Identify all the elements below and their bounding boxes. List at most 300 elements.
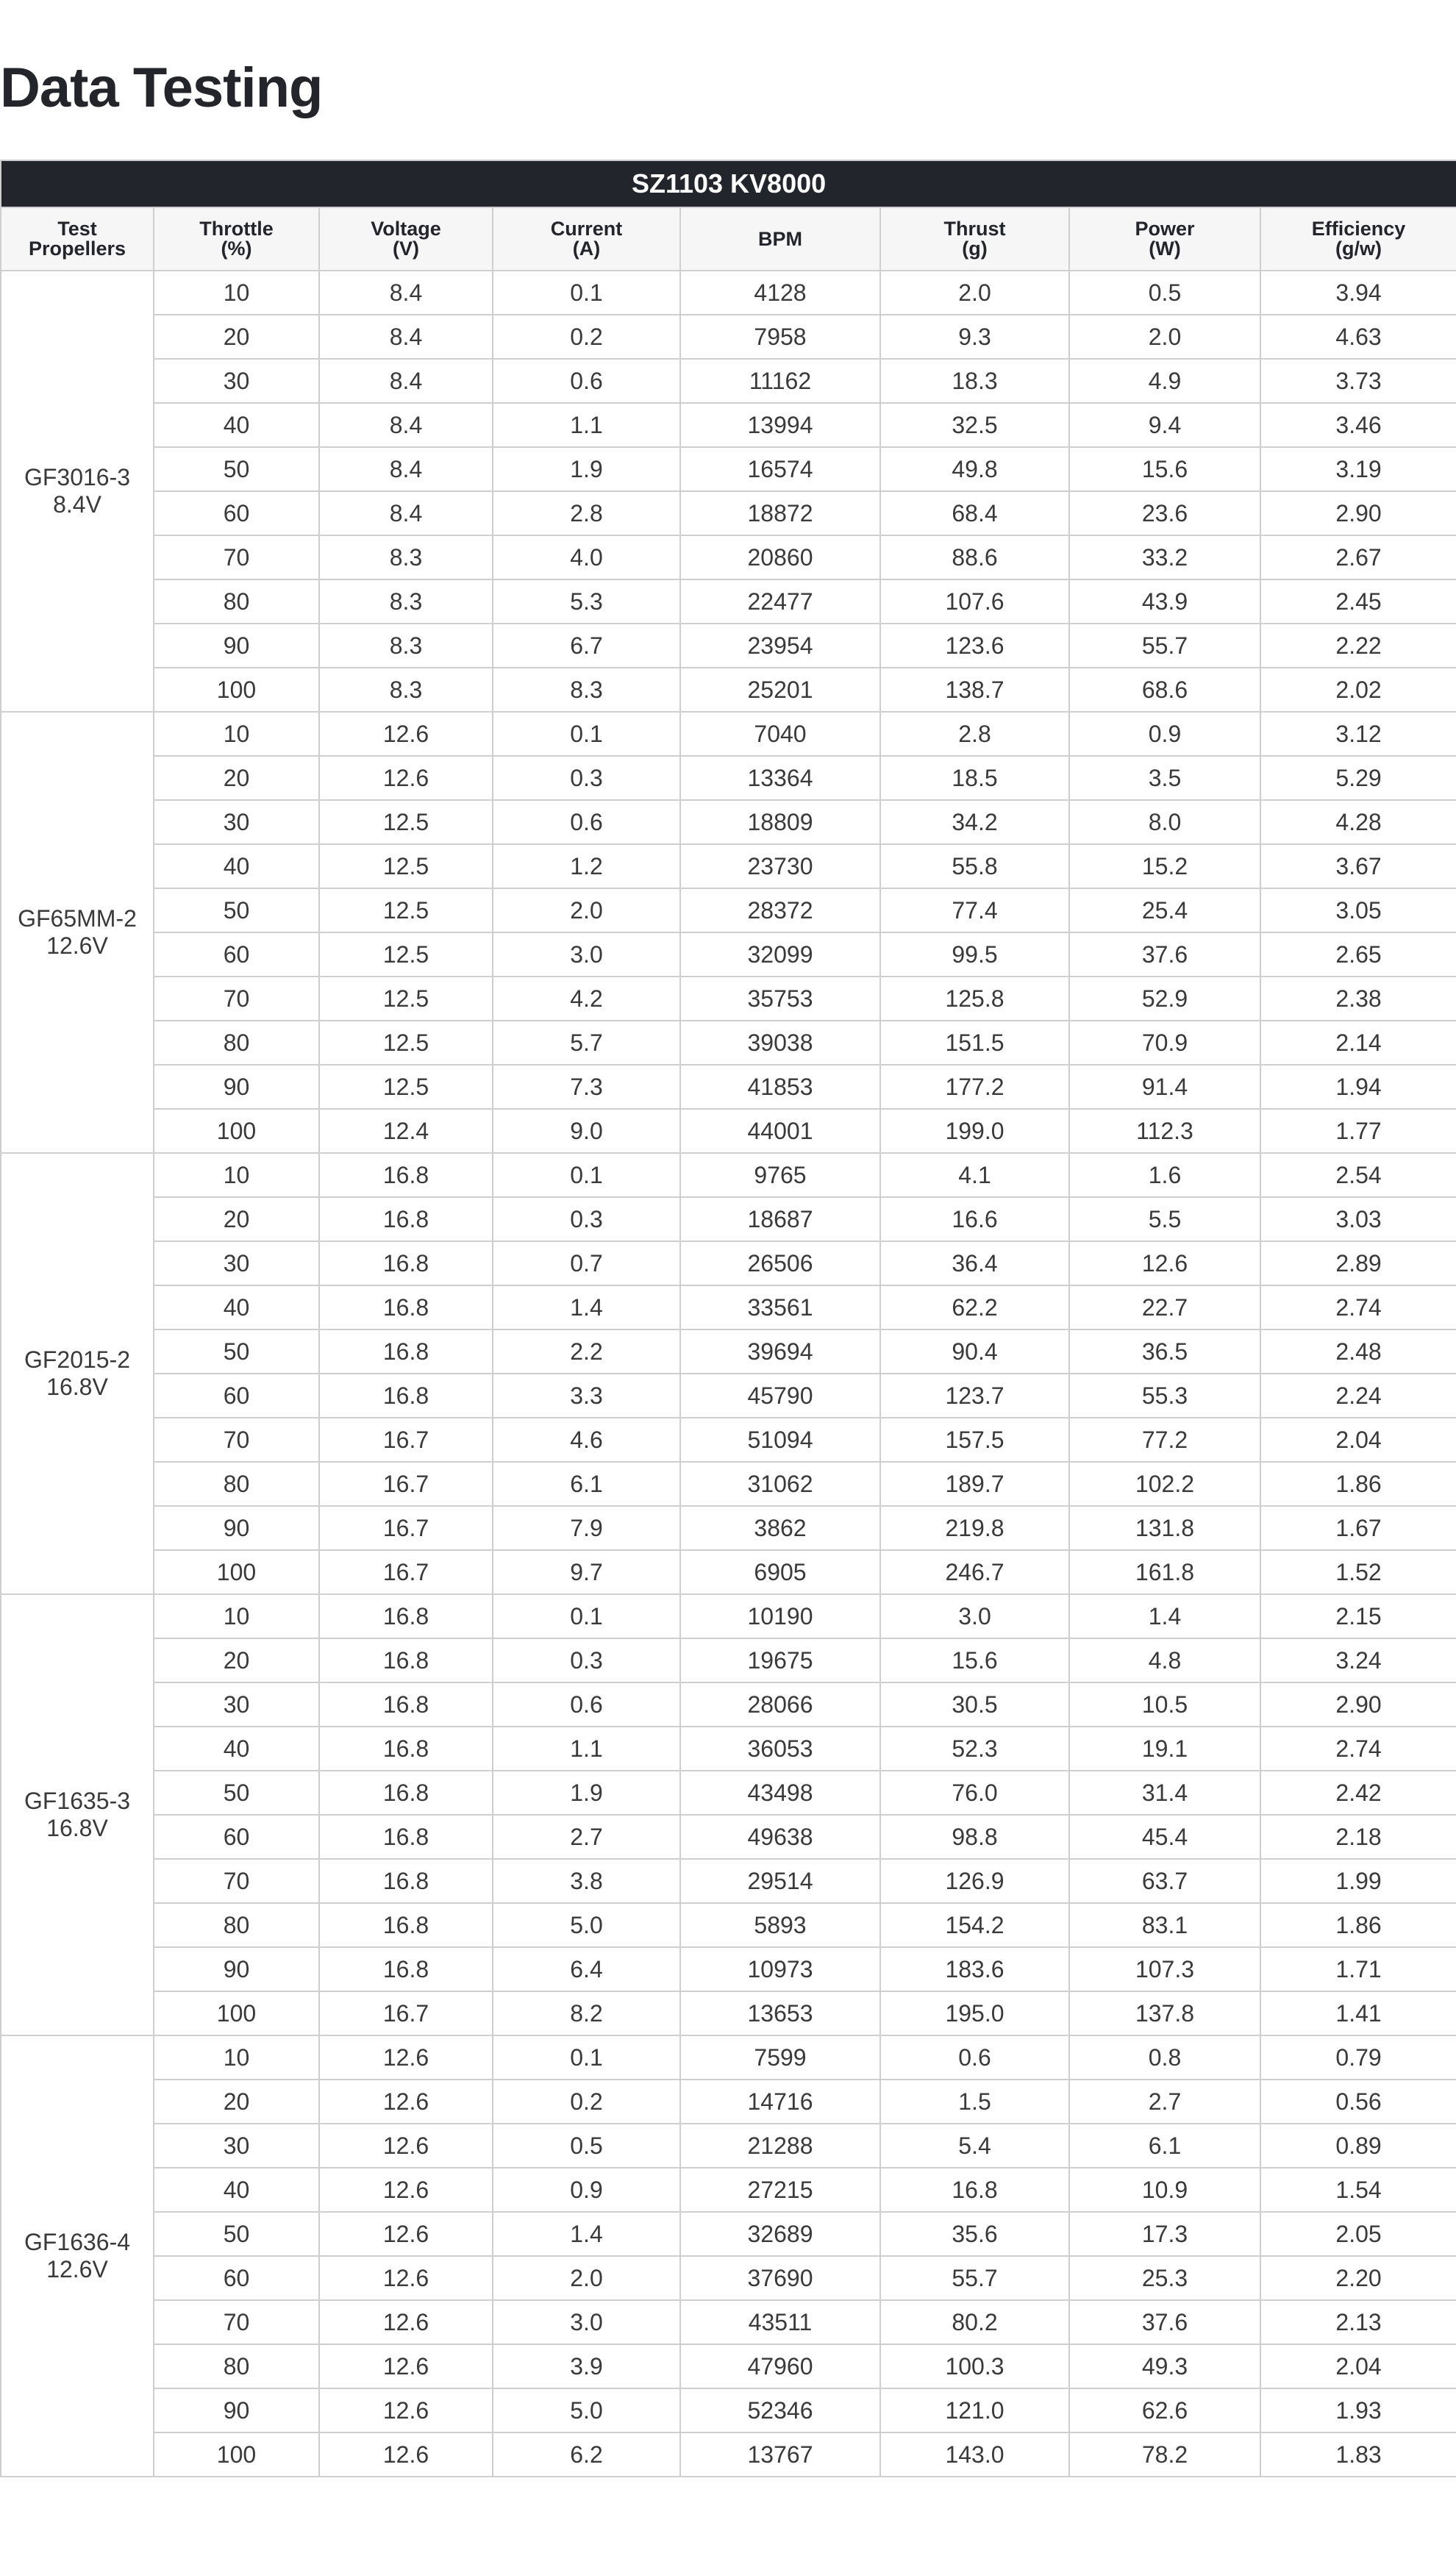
cell-throttle: 40	[154, 844, 319, 888]
cell-throttle: 50	[154, 1771, 319, 1815]
cell-voltage: 12.4	[319, 1109, 493, 1153]
cell-efficiency: 3.03	[1260, 1197, 1456, 1241]
cell-efficiency: 2.67	[1260, 535, 1456, 579]
cell-throttle: 10	[154, 712, 319, 756]
cell-efficiency: 0.56	[1260, 2080, 1456, 2124]
cell-throttle: 90	[154, 1947, 319, 1991]
cell-power: 0.9	[1069, 712, 1260, 756]
cell-throttle: 70	[154, 1418, 319, 1462]
table-row	[1, 1682, 1456, 1727]
cell-current: 0.6	[493, 800, 680, 844]
cell-bpm: 43511	[680, 2300, 880, 2344]
cell-current: 1.4	[493, 2212, 680, 2256]
cell-thrust: 34.2	[880, 800, 1069, 844]
table-row	[1, 1815, 1456, 1859]
cell-power: 131.8	[1069, 1506, 1260, 1550]
cell-bpm: 47960	[680, 2344, 880, 2388]
cell-current: 0.3	[493, 1197, 680, 1241]
propeller-voltage: 16.8V	[46, 1815, 108, 1841]
cell-power: 17.3	[1069, 2212, 1260, 2256]
cell-current: 0.6	[493, 359, 680, 403]
cell-thrust: 154.2	[880, 1903, 1069, 1947]
cell-efficiency: 2.54	[1260, 1153, 1456, 1197]
cell-bpm: 16574	[680, 447, 880, 491]
propeller-name: GF2015-2	[24, 1346, 131, 1374]
column-header-unit: (g)	[962, 238, 988, 260]
cell-throttle: 90	[154, 624, 319, 668]
column-header-unit: (A)	[572, 238, 601, 260]
cell-thrust: 9.3	[880, 315, 1069, 359]
cell-thrust: 49.8	[880, 447, 1069, 491]
cell-bpm: 3862	[680, 1506, 880, 1550]
cell-throttle: 70	[154, 1859, 319, 1903]
cell-current: 1.1	[493, 1727, 680, 1771]
cell-voltage: 16.8	[319, 1329, 493, 1374]
table-row	[1, 1771, 1456, 1815]
cell-efficiency: 3.12	[1260, 712, 1456, 756]
cell-throttle: 60	[154, 491, 319, 535]
table-row	[1, 359, 1456, 403]
cell-bpm: 25201	[680, 668, 880, 712]
cell-power: 4.9	[1069, 359, 1260, 403]
cell-throttle: 50	[154, 888, 319, 932]
cell-thrust: 123.7	[880, 1374, 1069, 1418]
cell-efficiency: 2.48	[1260, 1329, 1456, 1374]
cell-bpm: 18872	[680, 491, 880, 535]
column-header-label: Throttle	[199, 218, 274, 240]
cell-voltage: 16.8	[319, 1594, 493, 1638]
cell-current: 9.0	[493, 1109, 680, 1153]
cell-power: 1.6	[1069, 1153, 1260, 1197]
table-row	[1, 756, 1456, 800]
cell-power: 25.3	[1069, 2256, 1260, 2300]
cell-throttle: 70	[154, 977, 319, 1021]
cell-power: 55.3	[1069, 1374, 1260, 1418]
cell-power: 10.5	[1069, 1682, 1260, 1727]
table-row	[1, 2168, 1456, 2212]
cell-throttle: 30	[154, 1241, 319, 1285]
cell-efficiency: 1.86	[1260, 1462, 1456, 1506]
table-row	[1, 1374, 1456, 1418]
cell-voltage: 12.5	[319, 977, 493, 1021]
cell-thrust: 35.6	[880, 2212, 1069, 2256]
cell-throttle: 40	[154, 1285, 319, 1329]
cell-efficiency: 2.90	[1260, 1682, 1456, 1727]
table-row	[1, 403, 1456, 447]
cell-efficiency: 1.67	[1260, 1506, 1456, 1550]
cell-bpm: 7599	[680, 2035, 880, 2080]
table-row	[1, 315, 1456, 359]
cell-throttle: 40	[154, 403, 319, 447]
column-header-power	[1069, 207, 1260, 271]
cell-efficiency: 3.19	[1260, 447, 1456, 491]
cell-efficiency: 2.15	[1260, 1594, 1456, 1638]
cell-power: 112.3	[1069, 1109, 1260, 1153]
cell-power: 107.3	[1069, 1947, 1260, 1991]
cell-throttle: 80	[154, 2344, 319, 2388]
table-row	[1, 1550, 1456, 1594]
cell-voltage: 12.6	[319, 2124, 493, 2168]
table-row	[1, 491, 1456, 535]
cell-bpm: 39038	[680, 1021, 880, 1065]
cell-bpm: 49638	[680, 1815, 880, 1859]
cell-bpm: 10973	[680, 1947, 880, 1991]
cell-throttle: 60	[154, 932, 319, 977]
cell-current: 0.9	[493, 2168, 680, 2212]
cell-bpm: 13994	[680, 403, 880, 447]
cell-thrust: 151.5	[880, 1021, 1069, 1065]
cell-voltage: 8.4	[319, 271, 493, 315]
column-header-label: Test	[57, 218, 97, 240]
cell-throttle: 90	[154, 2388, 319, 2432]
cell-thrust: 62.2	[880, 1285, 1069, 1329]
cell-current: 8.2	[493, 1991, 680, 2035]
cell-power: 8.0	[1069, 800, 1260, 844]
cell-bpm: 44001	[680, 1109, 880, 1153]
cell-voltage: 8.3	[319, 668, 493, 712]
cell-efficiency: 2.42	[1260, 1771, 1456, 1815]
cell-bpm: 28372	[680, 888, 880, 932]
cell-power: 3.5	[1069, 756, 1260, 800]
cell-power: 22.7	[1069, 1285, 1260, 1329]
cell-current: 0.2	[493, 2080, 680, 2124]
cell-thrust: 143.0	[880, 2432, 1069, 2477]
cell-power: 4.8	[1069, 1638, 1260, 1682]
table-row	[1, 977, 1456, 1021]
cell-power: 37.6	[1069, 2300, 1260, 2344]
cell-efficiency: 1.99	[1260, 1859, 1456, 1903]
cell-power: 2.0	[1069, 315, 1260, 359]
cell-voltage: 16.8	[319, 1285, 493, 1329]
cell-thrust: 219.8	[880, 1506, 1069, 1550]
cell-thrust: 4.1	[880, 1153, 1069, 1197]
cell-bpm: 21288	[680, 2124, 880, 2168]
cell-bpm: 10190	[680, 1594, 880, 1638]
cell-voltage: 16.7	[319, 1550, 493, 1594]
table-row	[1, 624, 1456, 668]
column-header-label: Thrust	[943, 218, 1006, 240]
table-row	[1, 2300, 1456, 2344]
cell-throttle: 90	[154, 1065, 319, 1109]
cell-thrust: 100.3	[880, 2344, 1069, 2388]
propeller-name: GF3016-3	[24, 464, 131, 491]
cell-throttle: 30	[154, 800, 319, 844]
cell-thrust: 16.6	[880, 1197, 1069, 1241]
cell-current: 9.7	[493, 1550, 680, 1594]
table-row	[1, 1197, 1456, 1241]
column-header-label: Power	[1135, 218, 1195, 240]
cell-voltage: 16.8	[319, 1374, 493, 1418]
table-row	[1, 2344, 1456, 2388]
cell-thrust: 55.7	[880, 2256, 1069, 2300]
cell-bpm: 29514	[680, 1859, 880, 1903]
cell-efficiency: 1.94	[1260, 1065, 1456, 1109]
table-row	[1, 1638, 1456, 1682]
cell-throttle: 60	[154, 1815, 319, 1859]
cell-thrust: 36.4	[880, 1241, 1069, 1285]
cell-power: 5.5	[1069, 1197, 1260, 1241]
cell-thrust: 32.5	[880, 403, 1069, 447]
propeller-group-cell	[1, 1153, 154, 1594]
cell-efficiency: 2.22	[1260, 624, 1456, 668]
motor-test-data-table	[0, 160, 1456, 2477]
cell-throttle: 20	[154, 2080, 319, 2124]
cell-thrust: 30.5	[880, 1682, 1069, 1727]
column-header-efficiency	[1260, 207, 1456, 271]
propeller-name: GF1636-4	[24, 2229, 131, 2256]
table-row	[1, 2432, 1456, 2477]
propeller-name: GF65MM-2	[18, 905, 137, 932]
cell-power: 9.4	[1069, 403, 1260, 447]
table-row	[1, 271, 1456, 315]
cell-throttle: 20	[154, 756, 319, 800]
table-row	[1, 1241, 1456, 1285]
cell-throttle: 90	[154, 1506, 319, 1550]
table-row	[1, 1991, 1456, 2035]
cell-thrust: 195.0	[880, 1991, 1069, 2035]
cell-current: 6.1	[493, 1462, 680, 1506]
cell-voltage: 16.8	[319, 1241, 493, 1285]
cell-power: 91.4	[1069, 1065, 1260, 1109]
cell-voltage: 16.8	[319, 1947, 493, 1991]
cell-bpm: 18809	[680, 800, 880, 844]
cell-power: 78.2	[1069, 2432, 1260, 2477]
cell-voltage: 8.4	[319, 403, 493, 447]
cell-efficiency: 2.05	[1260, 2212, 1456, 2256]
propeller-group-cell	[1, 1594, 154, 2035]
cell-efficiency: 3.46	[1260, 403, 1456, 447]
cell-efficiency: 1.83	[1260, 2432, 1456, 2477]
cell-throttle: 40	[154, 2168, 319, 2212]
cell-bpm: 52346	[680, 2388, 880, 2432]
column-header-unit: (V)	[393, 238, 419, 260]
table-row	[1, 1109, 1456, 1153]
cell-current: 3.3	[493, 1374, 680, 1418]
table-row	[1, 2212, 1456, 2256]
cell-thrust: 5.4	[880, 2124, 1069, 2168]
cell-current: 6.7	[493, 624, 680, 668]
table-row	[1, 2080, 1456, 2124]
cell-efficiency: 3.94	[1260, 271, 1456, 315]
cell-thrust: 18.5	[880, 756, 1069, 800]
cell-efficiency: 0.89	[1260, 2124, 1456, 2168]
cell-efficiency: 2.24	[1260, 1374, 1456, 1418]
cell-thrust: 107.6	[880, 579, 1069, 624]
cell-voltage: 12.5	[319, 1065, 493, 1109]
cell-bpm: 7040	[680, 712, 880, 756]
cell-efficiency: 2.90	[1260, 491, 1456, 535]
cell-throttle: 30	[154, 359, 319, 403]
cell-current: 2.8	[493, 491, 680, 535]
cell-voltage: 12.5	[319, 844, 493, 888]
table-row	[1, 1506, 1456, 1550]
cell-bpm: 5893	[680, 1903, 880, 1947]
cell-current: 7.9	[493, 1506, 680, 1550]
cell-bpm: 45790	[680, 1374, 880, 1418]
cell-thrust: 177.2	[880, 1065, 1069, 1109]
cell-bpm: 32099	[680, 932, 880, 977]
cell-voltage: 12.6	[319, 2212, 493, 2256]
propeller-voltage: 16.8V	[46, 1374, 108, 1400]
cell-current: 7.3	[493, 1065, 680, 1109]
cell-efficiency: 4.63	[1260, 315, 1456, 359]
cell-throttle: 10	[154, 271, 319, 315]
column-header-throttle	[154, 207, 319, 271]
cell-current: 0.1	[493, 1594, 680, 1638]
cell-thrust: 3.0	[880, 1594, 1069, 1638]
cell-power: 37.6	[1069, 932, 1260, 977]
cell-thrust: 68.4	[880, 491, 1069, 535]
cell-throttle: 50	[154, 1329, 319, 1374]
cell-throttle: 70	[154, 2300, 319, 2344]
cell-current: 4.0	[493, 535, 680, 579]
cell-efficiency: 3.67	[1260, 844, 1456, 888]
cell-power: 137.8	[1069, 1991, 1260, 2035]
cell-thrust: 126.9	[880, 1859, 1069, 1903]
cell-efficiency: 2.74	[1260, 1285, 1456, 1329]
cell-thrust: 0.6	[880, 2035, 1069, 2080]
cell-current: 2.0	[493, 888, 680, 932]
cell-throttle: 20	[154, 1638, 319, 1682]
cell-current: 1.1	[493, 403, 680, 447]
table-row	[1, 1859, 1456, 1903]
propeller-group-cell	[1, 271, 154, 712]
table-row	[1, 888, 1456, 932]
cell-power: 83.1	[1069, 1903, 1260, 1947]
cell-efficiency: 1.52	[1260, 1550, 1456, 1594]
cell-voltage: 16.8	[319, 1771, 493, 1815]
cell-bpm: 13767	[680, 2432, 880, 2477]
cell-efficiency: 3.73	[1260, 359, 1456, 403]
cell-current: 0.6	[493, 1682, 680, 1727]
column-header-row	[1, 207, 1456, 271]
cell-bpm: 22477	[680, 579, 880, 624]
cell-power: 31.4	[1069, 1771, 1260, 1815]
cell-bpm: 18687	[680, 1197, 880, 1241]
cell-voltage: 16.8	[319, 1197, 493, 1241]
cell-throttle: 10	[154, 2035, 319, 2080]
cell-throttle: 50	[154, 2212, 319, 2256]
cell-power: 25.4	[1069, 888, 1260, 932]
cell-throttle: 60	[154, 2256, 319, 2300]
cell-power: 15.6	[1069, 447, 1260, 491]
cell-current: 5.3	[493, 579, 680, 624]
cell-voltage: 16.7	[319, 1506, 493, 1550]
cell-voltage: 12.6	[319, 2168, 493, 2212]
cell-thrust: 2.0	[880, 271, 1069, 315]
cell-current: 5.7	[493, 1021, 680, 1065]
cell-bpm: 51094	[680, 1418, 880, 1462]
cell-power: 0.8	[1069, 2035, 1260, 2080]
cell-voltage: 16.8	[319, 1903, 493, 1947]
table-row	[1, 1947, 1456, 1991]
table-row	[1, 447, 1456, 491]
cell-power: 161.8	[1069, 1550, 1260, 1594]
cell-efficiency: 1.86	[1260, 1903, 1456, 1947]
cell-voltage: 16.7	[319, 1418, 493, 1462]
cell-current: 3.8	[493, 1859, 680, 1903]
cell-efficiency: 5.29	[1260, 756, 1456, 800]
cell-current: 0.7	[493, 1241, 680, 1285]
cell-voltage: 16.7	[319, 1462, 493, 1506]
cell-power: 63.7	[1069, 1859, 1260, 1903]
cell-thrust: 77.4	[880, 888, 1069, 932]
cell-voltage: 12.6	[319, 2256, 493, 2300]
cell-voltage: 8.3	[319, 535, 493, 579]
propeller-group-cell	[1, 712, 154, 1153]
cell-bpm: 39694	[680, 1329, 880, 1374]
cell-throttle: 70	[154, 535, 319, 579]
column-header-unit: (W)	[1149, 238, 1181, 260]
cell-current: 1.4	[493, 1285, 680, 1329]
table-row	[1, 1329, 1456, 1374]
cell-efficiency: 2.18	[1260, 1815, 1456, 1859]
cell-power: 45.4	[1069, 1815, 1260, 1859]
cell-bpm: 37690	[680, 2256, 880, 2300]
cell-throttle: 60	[154, 1374, 319, 1418]
cell-voltage: 8.4	[319, 447, 493, 491]
cell-throttle: 80	[154, 579, 319, 624]
cell-current: 5.0	[493, 1903, 680, 1947]
cell-voltage: 12.6	[319, 2035, 493, 2080]
cell-thrust: 80.2	[880, 2300, 1069, 2344]
cell-bpm: 11162	[680, 359, 880, 403]
column-header-label: Voltage	[371, 218, 441, 240]
cell-power: 49.3	[1069, 2344, 1260, 2388]
cell-power: 55.7	[1069, 624, 1260, 668]
table-row	[1, 1021, 1456, 1065]
table-row	[1, 932, 1456, 977]
cell-throttle: 80	[154, 1903, 319, 1947]
table-row	[1, 1065, 1456, 1109]
cell-bpm: 23954	[680, 624, 880, 668]
cell-current: 5.0	[493, 2388, 680, 2432]
cell-throttle: 80	[154, 1021, 319, 1065]
cell-voltage: 16.8	[319, 1727, 493, 1771]
cell-thrust: 76.0	[880, 1771, 1069, 1815]
cell-thrust: 138.7	[880, 668, 1069, 712]
cell-current: 1.2	[493, 844, 680, 888]
cell-bpm: 31062	[680, 1462, 880, 1506]
table-row	[1, 1594, 1456, 1638]
cell-thrust: 98.8	[880, 1815, 1069, 1859]
cell-current: 0.3	[493, 756, 680, 800]
cell-efficiency: 2.65	[1260, 932, 1456, 977]
cell-power: 52.9	[1069, 977, 1260, 1021]
column-header-thrust	[880, 207, 1069, 271]
cell-thrust: 2.8	[880, 712, 1069, 756]
cell-voltage: 8.3	[319, 579, 493, 624]
cell-voltage: 12.6	[319, 2300, 493, 2344]
table-row	[1, 2124, 1456, 2168]
propeller-group-cell	[1, 2035, 154, 2477]
cell-thrust: 90.4	[880, 1329, 1069, 1374]
cell-voltage: 12.5	[319, 888, 493, 932]
cell-current: 6.4	[493, 1947, 680, 1991]
cell-power: 36.5	[1069, 1329, 1260, 1374]
table-row	[1, 2035, 1456, 2080]
table-row	[1, 2388, 1456, 2432]
propeller-voltage: 12.6V	[46, 2256, 108, 2282]
cell-power: 12.6	[1069, 1241, 1260, 1285]
cell-voltage: 12.5	[319, 1021, 493, 1065]
cell-voltage: 12.5	[319, 932, 493, 977]
cell-current: 0.1	[493, 2035, 680, 2080]
cell-thrust: 123.6	[880, 624, 1069, 668]
table-row	[1, 844, 1456, 888]
cell-current: 0.3	[493, 1638, 680, 1682]
cell-bpm: 13364	[680, 756, 880, 800]
